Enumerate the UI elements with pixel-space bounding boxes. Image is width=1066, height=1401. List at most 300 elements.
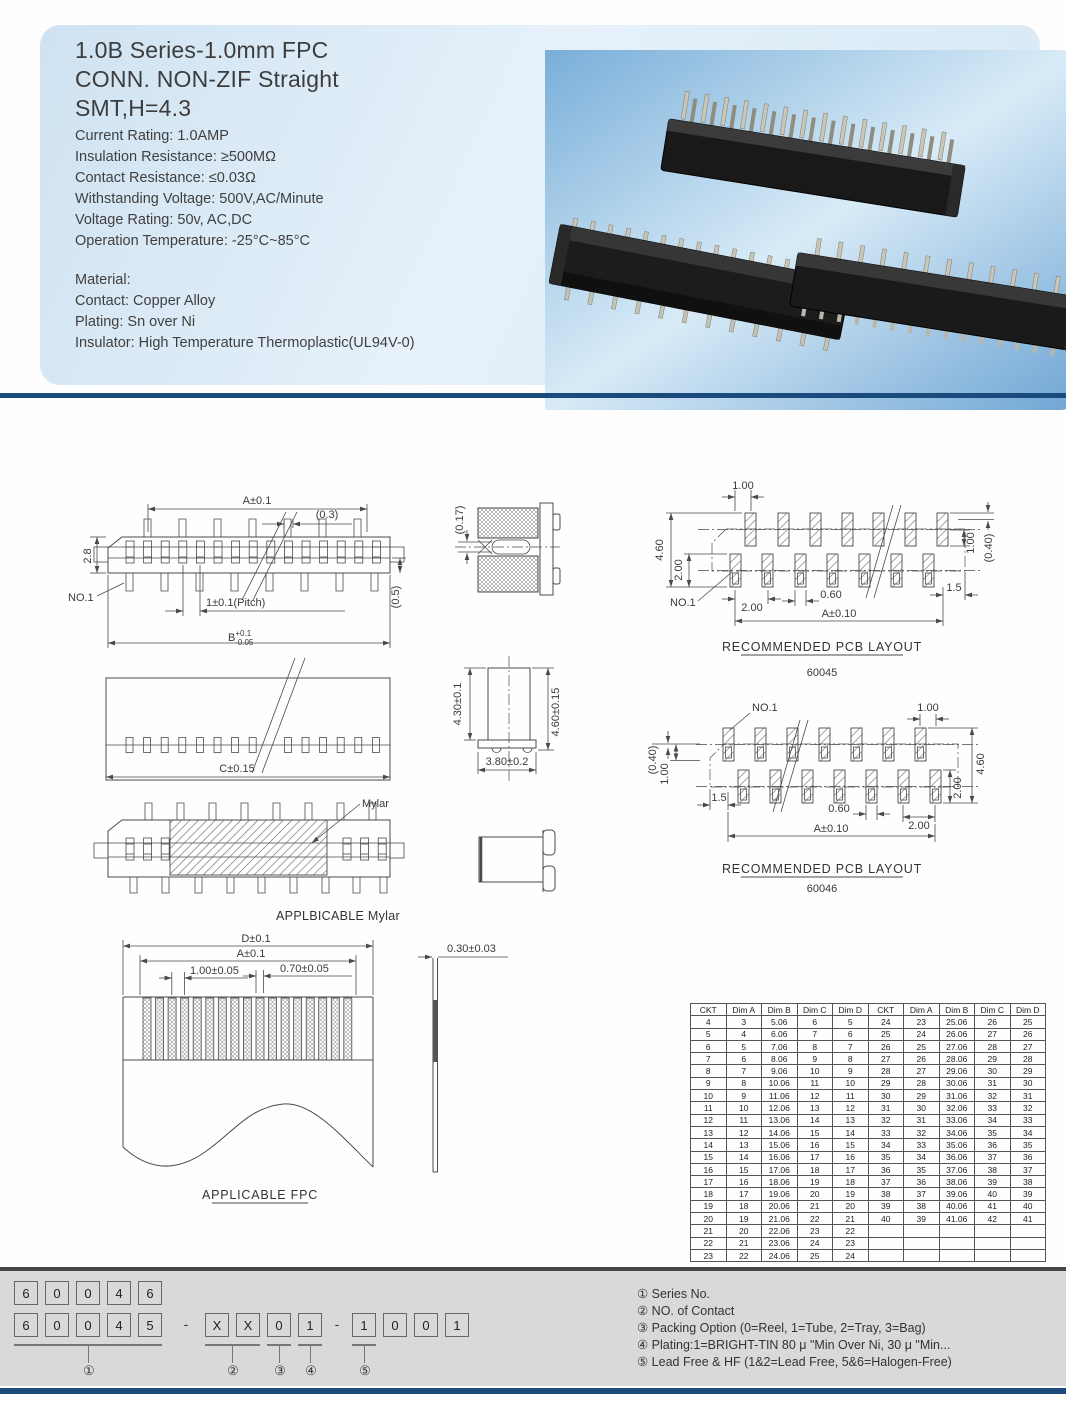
table-cell: 21 bbox=[726, 1237, 762, 1249]
spec-withstanding-voltage: Withstanding Voltage: 500V,AC/Minute bbox=[75, 191, 324, 207]
table-cell: 22 bbox=[691, 1237, 727, 1249]
dim-label-b: $B^{+0.1}$ -0.05 bbox=[228, 629, 254, 647]
table-cell: 36 bbox=[1010, 1151, 1046, 1163]
table-cell: 20.06 bbox=[762, 1200, 798, 1212]
dim-60045-100r: 1.00 bbox=[965, 532, 977, 554]
table-cell: 40.06 bbox=[939, 1200, 975, 1212]
series-digit-box: 4 bbox=[107, 1313, 131, 1337]
dim-60046-100t: 1.00 bbox=[917, 702, 939, 714]
table-cell: 15 bbox=[797, 1126, 833, 1138]
legend-packing: ③ Packing Option (0=Reel, 1=Tube, 2=Tray, 3=Bag) bbox=[637, 1321, 926, 1335]
table-header-cell: Dim A bbox=[726, 1004, 762, 1016]
ordering-legend bbox=[637, 1286, 952, 1371]
table-cell: 14 bbox=[833, 1126, 869, 1138]
table-cell: 9 bbox=[833, 1065, 869, 1077]
table-cell: 26 bbox=[868, 1040, 904, 1052]
table-cell: 18 bbox=[691, 1188, 727, 1200]
table-row bbox=[691, 1102, 1046, 1114]
table-cell: 17 bbox=[691, 1176, 727, 1188]
no1-label-front: NO.1 bbox=[68, 592, 94, 604]
table-cell: 39.06 bbox=[939, 1188, 975, 1200]
table-row bbox=[691, 1213, 1046, 1225]
table-cell: 15.06 bbox=[762, 1139, 798, 1151]
title-line-1: 1.0B Series-1.0mm FPC bbox=[75, 37, 329, 63]
table-cell: 22 bbox=[833, 1225, 869, 1237]
table-cell: 18.06 bbox=[762, 1176, 798, 1188]
pcb-60046-number: 60046 bbox=[806, 883, 838, 895]
table-cell: 30.06 bbox=[939, 1077, 975, 1089]
table-cell: 26 bbox=[975, 1016, 1011, 1028]
dim-label-fpc-a: A±0.1 bbox=[236, 948, 266, 960]
table-row bbox=[691, 1126, 1046, 1138]
table-row bbox=[691, 1077, 1046, 1089]
table-cell: 17 bbox=[833, 1163, 869, 1175]
table-row bbox=[691, 1114, 1046, 1126]
dim-label-430: 4.30±0.1 bbox=[452, 682, 464, 726]
table-cell: 36.06 bbox=[939, 1151, 975, 1163]
table-cell: 8.06 bbox=[762, 1053, 798, 1065]
table-cell: 11 bbox=[691, 1102, 727, 1114]
dim-label-05: (0.5) bbox=[390, 585, 402, 609]
front-view-drawing bbox=[68, 495, 406, 648]
ckt-table bbox=[690, 1003, 1046, 1262]
series-digit-box: 0 bbox=[76, 1313, 100, 1337]
dim-60046-15: 1.5 bbox=[711, 792, 727, 804]
fpc-side-drawing bbox=[418, 943, 508, 1172]
table-header-cell: Dim C bbox=[797, 1004, 833, 1016]
dim-label-pitch: 1±0.1(Pitch) bbox=[206, 597, 266, 609]
table-row bbox=[691, 1225, 1046, 1237]
table-cell: 20 bbox=[797, 1188, 833, 1200]
material-heading: Material: bbox=[75, 272, 131, 288]
table-cell: 6 bbox=[691, 1040, 727, 1052]
dim-60045-200b: 2.00 bbox=[741, 602, 763, 614]
table-cell bbox=[1010, 1237, 1046, 1249]
table-cell: 5 bbox=[833, 1016, 869, 1028]
table-row bbox=[691, 1200, 1046, 1212]
pcb-layout-60046 bbox=[647, 702, 987, 895]
table-cell: 42 bbox=[975, 1213, 1011, 1225]
table-cell: 35.06 bbox=[939, 1139, 975, 1151]
table-cell: 4 bbox=[726, 1028, 762, 1040]
title-line-3: SMT,H=4.3 bbox=[75, 95, 192, 121]
dim-label-03: (0.3) bbox=[315, 509, 339, 521]
table-cell: 19 bbox=[797, 1176, 833, 1188]
series-digit-box: 6 bbox=[14, 1281, 38, 1305]
table-row bbox=[691, 1016, 1046, 1028]
table-cell bbox=[939, 1237, 975, 1249]
table-cell: 14 bbox=[691, 1139, 727, 1151]
suffix-digit-box: 1 bbox=[445, 1313, 469, 1337]
table-cell: 41 bbox=[975, 1200, 1011, 1212]
table-cell: 27.06 bbox=[939, 1040, 975, 1052]
table-cell: 6.06 bbox=[762, 1028, 798, 1040]
table-cell: 25 bbox=[904, 1040, 940, 1052]
table-cell: 23 bbox=[797, 1225, 833, 1237]
table-cell: 19.06 bbox=[762, 1188, 798, 1200]
table-cell: 38.06 bbox=[939, 1176, 975, 1188]
table-cell: 35 bbox=[975, 1126, 1011, 1138]
table-cell: 33.06 bbox=[939, 1114, 975, 1126]
table-cell: 25 bbox=[868, 1028, 904, 1040]
table-cell: 27 bbox=[904, 1065, 940, 1077]
table-cell: 10.06 bbox=[762, 1077, 798, 1089]
table-cell: 37 bbox=[868, 1176, 904, 1188]
table-cell bbox=[975, 1249, 1011, 1261]
table-cell: 29 bbox=[975, 1053, 1011, 1065]
table-cell: 41.06 bbox=[939, 1213, 975, 1225]
table-cell: 10 bbox=[726, 1102, 762, 1114]
table-cell: 11 bbox=[797, 1077, 833, 1089]
table-cell: 33 bbox=[868, 1126, 904, 1138]
table-cell: 26.06 bbox=[939, 1028, 975, 1040]
bottom-divider-line bbox=[0, 1388, 1066, 1394]
table-cell: 18 bbox=[797, 1163, 833, 1175]
table-cell: 21.06 bbox=[762, 1213, 798, 1225]
table-row bbox=[691, 1139, 1046, 1151]
table-cell: 12.06 bbox=[762, 1102, 798, 1114]
table-cell: 31 bbox=[1010, 1090, 1046, 1102]
table-cell: 33 bbox=[904, 1139, 940, 1151]
series-digit-box: 6 bbox=[14, 1313, 38, 1337]
spec-operation-temperature: Operation Temperature: -25°C~85°C bbox=[75, 233, 310, 249]
applicable-fpc-drawing bbox=[123, 933, 373, 1203]
table-cell: 34.06 bbox=[939, 1126, 975, 1138]
table-cell: 21 bbox=[833, 1213, 869, 1225]
table-cell: 17 bbox=[797, 1151, 833, 1163]
table-cell: 35 bbox=[904, 1163, 940, 1175]
table-cell: 24.06 bbox=[762, 1249, 798, 1261]
table-cell: 40 bbox=[868, 1213, 904, 1225]
series-digit-box: 0 bbox=[45, 1281, 69, 1305]
table-row bbox=[691, 1028, 1046, 1040]
top-divider-line bbox=[0, 393, 1066, 398]
table-cell: 13 bbox=[691, 1126, 727, 1138]
table-cell bbox=[939, 1225, 975, 1237]
table-cell: 29 bbox=[1010, 1065, 1046, 1077]
table-cell: 30 bbox=[868, 1090, 904, 1102]
table-cell: 8 bbox=[797, 1040, 833, 1052]
table-cell: 27 bbox=[975, 1028, 1011, 1040]
callout-1: ① bbox=[83, 1363, 95, 1378]
legend-leadfree: ⑤ Lead Free & HF (1&2=Lead Free, 5&6=Halogen-Free) bbox=[637, 1355, 952, 1369]
table-cell: 21 bbox=[797, 1200, 833, 1212]
legend-contact: ② NO. of Contact bbox=[637, 1304, 735, 1318]
pcb-60045-caption: RECOMMENDED PCB LAYOUT bbox=[721, 640, 923, 654]
table-cell: 12 bbox=[833, 1102, 869, 1114]
table-cell: 29 bbox=[904, 1090, 940, 1102]
series-digit-box: 0 bbox=[76, 1281, 100, 1305]
table-cell: 28 bbox=[868, 1065, 904, 1077]
mylar-label: Mylar bbox=[362, 798, 389, 810]
table-cell: 35 bbox=[1010, 1139, 1046, 1151]
table-cell: 28 bbox=[975, 1040, 1011, 1052]
dim-label-d: D±0.1 bbox=[241, 933, 271, 945]
page-title bbox=[75, 36, 339, 123]
dim-label-017: (0.17) bbox=[454, 505, 466, 535]
header-panel bbox=[40, 25, 1040, 385]
table-cell: 32 bbox=[1010, 1102, 1046, 1114]
cross-section-drawing bbox=[454, 503, 560, 595]
table-cell: 5 bbox=[726, 1040, 762, 1052]
table-cell: 11 bbox=[833, 1090, 869, 1102]
table-cell: 7.06 bbox=[762, 1040, 798, 1052]
table-cell: 34 bbox=[868, 1139, 904, 1151]
table-cell: 34 bbox=[904, 1151, 940, 1163]
table-cell: 3 bbox=[726, 1016, 762, 1028]
dim-60046-a: A±0.10 bbox=[813, 823, 849, 835]
table-cell: 14 bbox=[797, 1114, 833, 1126]
table-cell: 36 bbox=[868, 1163, 904, 1175]
table-cell: 32 bbox=[868, 1114, 904, 1126]
callout-3: ③ bbox=[274, 1363, 286, 1378]
table-cell: 7 bbox=[691, 1053, 727, 1065]
material-plating: Plating: Sn over Ni bbox=[75, 314, 196, 330]
table-cell: 39 bbox=[1010, 1188, 1046, 1200]
table-cell: 40 bbox=[1010, 1200, 1046, 1212]
table-cell bbox=[904, 1237, 940, 1249]
dim-60046-100l: 1.00 bbox=[659, 763, 671, 785]
dim-label-100: 1.00±0.05 bbox=[190, 965, 239, 977]
table-cell: 9 bbox=[797, 1053, 833, 1065]
table-cell: 29.06 bbox=[939, 1065, 975, 1077]
table-cell: 31 bbox=[868, 1102, 904, 1114]
table-cell: 6 bbox=[833, 1028, 869, 1040]
plating-digit-box: 1 bbox=[298, 1313, 322, 1337]
table-header-cell: Dim B bbox=[939, 1004, 975, 1016]
table-cell: 31 bbox=[975, 1077, 1011, 1089]
table-cell: 19 bbox=[691, 1200, 727, 1212]
table-cell bbox=[868, 1237, 904, 1249]
dim-60045-460: 4.60 bbox=[654, 539, 666, 561]
table-cell: 38 bbox=[1010, 1176, 1046, 1188]
dim-60046-200b: 2.00 bbox=[908, 820, 930, 832]
table-cell: 41 bbox=[1010, 1213, 1046, 1225]
ckt-table-container bbox=[690, 1003, 1046, 1262]
table-cell: 8 bbox=[691, 1065, 727, 1077]
table-cell: 33 bbox=[1010, 1114, 1046, 1126]
contact-digit-box: X bbox=[236, 1313, 260, 1337]
table-cell: 24 bbox=[868, 1016, 904, 1028]
table-cell: 26 bbox=[1010, 1028, 1046, 1040]
table-cell: 39 bbox=[975, 1176, 1011, 1188]
table-cell: 36 bbox=[975, 1139, 1011, 1151]
dim-label-030: 0.30±0.03 bbox=[447, 943, 496, 955]
table-cell: 9 bbox=[726, 1090, 762, 1102]
table-cell: 7 bbox=[797, 1028, 833, 1040]
table-cell bbox=[1010, 1225, 1046, 1237]
dim-60045-100a: 1.00 bbox=[732, 480, 754, 492]
table-cell: 37 bbox=[1010, 1163, 1046, 1175]
height-view-drawing bbox=[452, 656, 562, 782]
table-cell: 35 bbox=[868, 1151, 904, 1163]
table-cell bbox=[868, 1249, 904, 1261]
table-cell: 12 bbox=[797, 1090, 833, 1102]
dim-60045-a: A±0.10 bbox=[821, 608, 857, 620]
spec-contact-resistance: Contact Resistance: ≤0.03Ω bbox=[75, 170, 256, 186]
table-cell: 8 bbox=[726, 1077, 762, 1089]
table-cell: 8 bbox=[833, 1053, 869, 1065]
table-cell: 11 bbox=[726, 1114, 762, 1126]
table-cell: 9.06 bbox=[762, 1065, 798, 1077]
dim-60045-060: 0.60 bbox=[820, 589, 842, 601]
table-cell: 10 bbox=[797, 1065, 833, 1077]
table-cell: 23.06 bbox=[762, 1237, 798, 1249]
table-row bbox=[691, 1053, 1046, 1065]
material-list bbox=[75, 270, 415, 354]
dim-60045-040: (0.40) bbox=[983, 533, 995, 563]
table-cell: 36 bbox=[904, 1176, 940, 1188]
spec-voltage-rating: Voltage Rating: 50v, AC,DC bbox=[75, 212, 253, 228]
packing-digit-box: 0 bbox=[267, 1313, 291, 1337]
table-cell: 10 bbox=[833, 1077, 869, 1089]
mylar-caption: APPLBICABLE Mylar bbox=[276, 909, 400, 923]
table-cell: 7 bbox=[833, 1040, 869, 1052]
table-cell: 32 bbox=[975, 1090, 1011, 1102]
table-cell: 38 bbox=[904, 1200, 940, 1212]
part-number-dash: - bbox=[334, 1316, 340, 1332]
table-cell: 19 bbox=[726, 1213, 762, 1225]
table-cell: 18 bbox=[726, 1200, 762, 1212]
dim-60046-200r: 2.00 bbox=[952, 777, 964, 799]
table-cell: 16 bbox=[726, 1176, 762, 1188]
table-cell: 27 bbox=[1010, 1040, 1046, 1052]
table-row bbox=[691, 1090, 1046, 1102]
table-row bbox=[691, 1065, 1046, 1077]
table-cell: 20 bbox=[691, 1213, 727, 1225]
table-cell: 15 bbox=[833, 1139, 869, 1151]
table-cell bbox=[904, 1249, 940, 1261]
table-cell: 28 bbox=[904, 1077, 940, 1089]
spec-list bbox=[75, 126, 324, 252]
legend-series: ① Series No. bbox=[637, 1287, 711, 1301]
suffix-digit-box: 0 bbox=[383, 1313, 407, 1337]
suffix-digit-box: 1 bbox=[352, 1313, 376, 1337]
table-cell: 27 bbox=[868, 1053, 904, 1065]
table-cell: 39 bbox=[904, 1213, 940, 1225]
series-digit-box: 5 bbox=[138, 1313, 162, 1337]
table-header-cell: CKT bbox=[868, 1004, 904, 1016]
table-cell: 29 bbox=[868, 1077, 904, 1089]
mylar-view-drawing bbox=[94, 798, 404, 923]
series-digit-box: 4 bbox=[107, 1281, 131, 1305]
table-cell: 12 bbox=[726, 1126, 762, 1138]
callout-leader bbox=[364, 1346, 365, 1363]
table-cell: 24 bbox=[797, 1237, 833, 1249]
table-cell: 31 bbox=[904, 1114, 940, 1126]
dim-60045-15: 1.5 bbox=[946, 582, 962, 594]
table-row bbox=[691, 1249, 1046, 1261]
no1-label-60046: NO.1 bbox=[752, 702, 778, 714]
table-cell: 4 bbox=[691, 1016, 727, 1028]
table-row bbox=[691, 1040, 1046, 1052]
table-cell: 39 bbox=[868, 1200, 904, 1212]
table-cell: 23 bbox=[904, 1016, 940, 1028]
contact-digit-box: X bbox=[205, 1313, 229, 1337]
dim-60045-200l: 2.00 bbox=[673, 559, 685, 581]
table-cell: 6 bbox=[726, 1053, 762, 1065]
table-cell: 23 bbox=[833, 1237, 869, 1249]
table-cell: 10 bbox=[691, 1090, 727, 1102]
table-cell: 31.06 bbox=[939, 1090, 975, 1102]
material-contact: Contact: Copper Alloy bbox=[75, 293, 216, 309]
table-cell: 18 bbox=[833, 1176, 869, 1188]
table-header-cell: Dim D bbox=[833, 1004, 869, 1016]
table-cell: 22 bbox=[797, 1213, 833, 1225]
callout-leader bbox=[279, 1346, 280, 1363]
table-cell: 21 bbox=[691, 1225, 727, 1237]
table-cell: 30 bbox=[904, 1102, 940, 1114]
table-cell: 13 bbox=[797, 1102, 833, 1114]
table-cell: 33 bbox=[975, 1102, 1011, 1114]
table-cell: 13 bbox=[833, 1114, 869, 1126]
table-cell: 24 bbox=[833, 1249, 869, 1261]
table-cell: 24 bbox=[904, 1028, 940, 1040]
table-cell: 20 bbox=[833, 1200, 869, 1212]
table-cell: 25.06 bbox=[939, 1016, 975, 1028]
spec-current-rating: Current Rating: 1.0AMP bbox=[75, 128, 229, 144]
pcb-60045-number: 60045 bbox=[806, 667, 838, 679]
table-cell bbox=[939, 1249, 975, 1261]
table-cell: 34 bbox=[1010, 1126, 1046, 1138]
table-cell bbox=[868, 1225, 904, 1237]
table-cell: 17.06 bbox=[762, 1163, 798, 1175]
callout-2: ② bbox=[227, 1363, 239, 1378]
table-cell: 22.06 bbox=[762, 1225, 798, 1237]
dim-60046-040: (0.40) bbox=[647, 745, 659, 775]
table-cell: 5.06 bbox=[762, 1016, 798, 1028]
table-header-cell: Dim D bbox=[1010, 1004, 1046, 1016]
table-cell: 12 bbox=[691, 1114, 727, 1126]
dim-label-28: 2.8 bbox=[82, 548, 94, 564]
table-cell: 30 bbox=[975, 1065, 1011, 1077]
pcb-layout-60045 bbox=[654, 480, 995, 679]
table-cell: 17 bbox=[726, 1188, 762, 1200]
table-cell: 28 bbox=[1010, 1053, 1046, 1065]
table-cell: 14.06 bbox=[762, 1126, 798, 1138]
material-insulator: Insulator: High Temperature Thermoplastic(UL94V-0) bbox=[75, 335, 415, 351]
fpc-caption: APPLICABLE FPC bbox=[201, 1188, 319, 1202]
table-cell: 22 bbox=[726, 1249, 762, 1261]
table-cell: 14 bbox=[726, 1151, 762, 1163]
table-cell: 28.06 bbox=[939, 1053, 975, 1065]
table-cell: 25 bbox=[1010, 1016, 1046, 1028]
table-cell bbox=[975, 1225, 1011, 1237]
table-cell: 7 bbox=[726, 1065, 762, 1077]
table-cell bbox=[1010, 1249, 1046, 1261]
table-cell: 16 bbox=[797, 1139, 833, 1151]
table-row bbox=[691, 1237, 1046, 1249]
table-cell: 5 bbox=[691, 1028, 727, 1040]
table-cell: 38 bbox=[975, 1163, 1011, 1175]
dim-label-070: 0.70±0.05 bbox=[280, 963, 329, 975]
table-cell: 9 bbox=[691, 1077, 727, 1089]
table-cell: 37.06 bbox=[939, 1163, 975, 1175]
table-cell: 23 bbox=[691, 1249, 727, 1261]
table-cell: 19 bbox=[833, 1188, 869, 1200]
part-number-dash: - bbox=[183, 1316, 189, 1332]
callout-leader bbox=[232, 1346, 233, 1363]
dim-label-460: 4.60±0.15 bbox=[550, 687, 562, 737]
table-cell: 37 bbox=[904, 1188, 940, 1200]
table-cell: 6 bbox=[797, 1016, 833, 1028]
callout-leader bbox=[88, 1346, 89, 1363]
side-profile-drawing bbox=[479, 830, 555, 892]
product-photo bbox=[545, 50, 1066, 410]
table-row bbox=[691, 1163, 1046, 1175]
table-cell: 37 bbox=[975, 1151, 1011, 1163]
suffix-digit-box: 0 bbox=[414, 1313, 438, 1337]
